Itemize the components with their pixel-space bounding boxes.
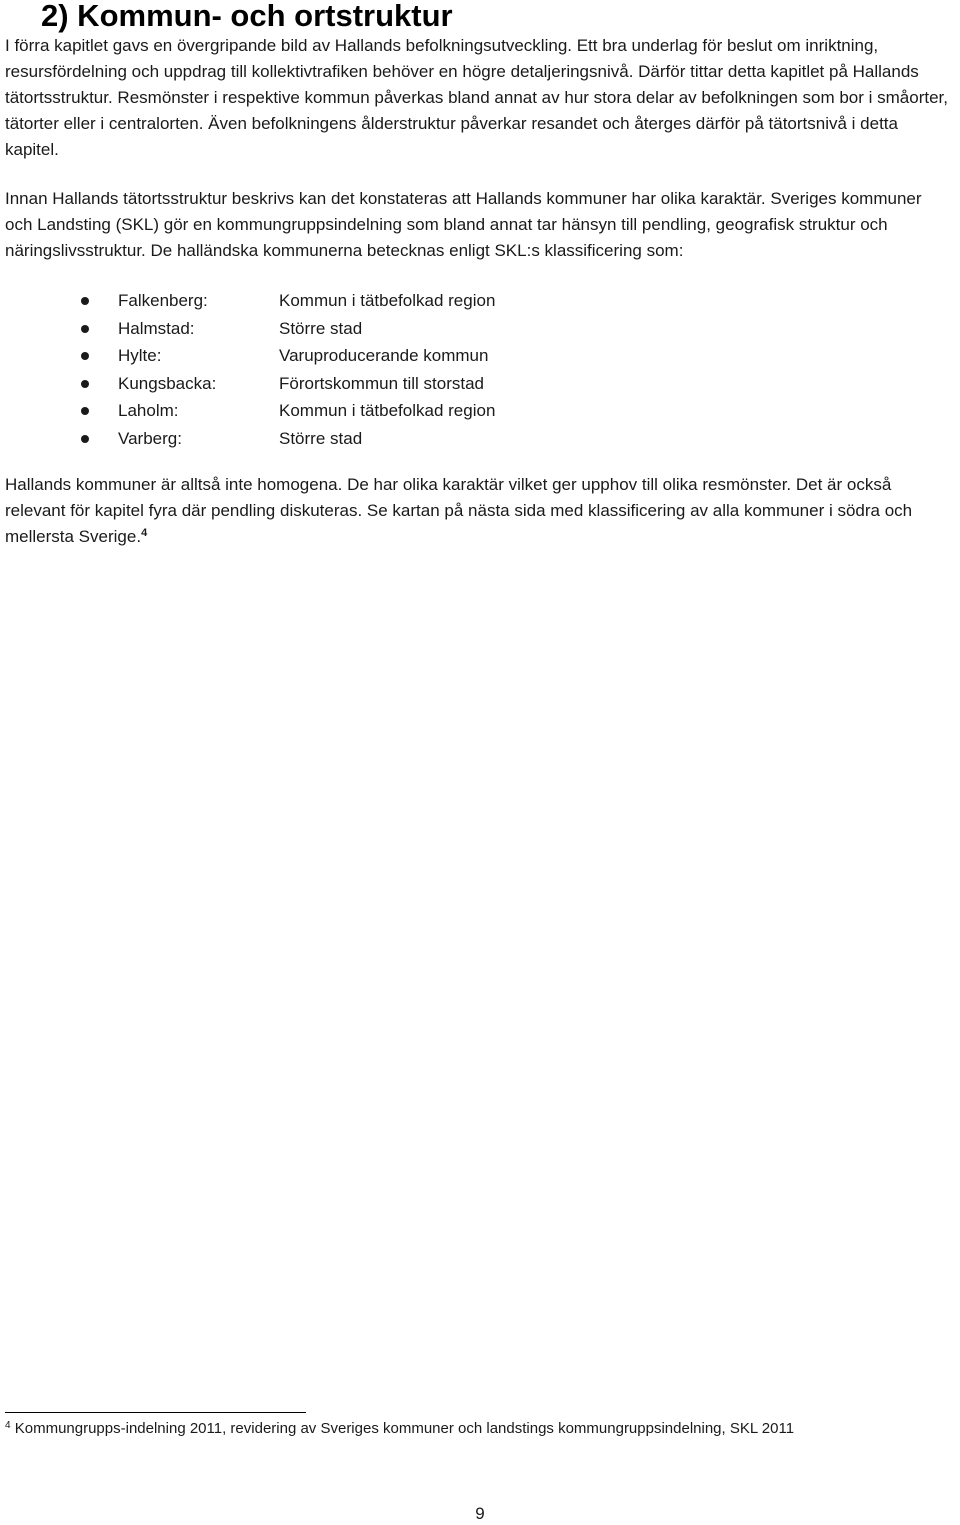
bullet-icon — [81, 435, 89, 443]
intro-paragraph: I förra kapitlet gavs en övergripande bild av Hallands befolkningsutveckling. Ett bra underlag för beslut om inriktning, resursfördelning och uppdrag till kollektivtrafiken behöver en högre detaljeringsnivå. Därför tittar detta kapitlet på Hallands tätortsstruktur. Resmönster i respektive kommun påverkas bland annat av hur stora delar av befolkningen som bor i småorter, tätorter eller i centralorten. Även befolkningens ålderstruktur påverkar resandet och återges därför på tätortsnivå i detta kapitel. — [5, 36, 949, 159]
municipality-type: Större stad — [279, 318, 363, 338]
municipality-type: Större stad — [279, 428, 363, 448]
municipality-name: Kungsbacka: — [118, 373, 217, 393]
municipality-name: Falkenberg: — [118, 291, 208, 310]
municipality-name: Varberg: — [118, 428, 182, 448]
footnote-text: Kommungrupps-indelning 2011, revidering av Sveriges kommuner och landstings kommungruppsindelning, SKL 2011 — [14, 1420, 795, 1437]
bullet-icon — [81, 352, 89, 360]
municipality-name: Halmstad: — [118, 318, 195, 338]
municipality-name: Hylte: — [118, 346, 162, 366]
footnote — [5, 1418, 794, 1440]
page-heading: 2) Kommun- och ortstruktur — [41, 0, 453, 33]
footnote-reference[interactable]: 4 — [141, 527, 148, 539]
municipality-type: Kommun i tätbefolkad region — [279, 291, 496, 310]
municipality-type: Kommun i tätbefolkad region — [279, 401, 496, 421]
municipality-type: Förortskommun till storstad — [279, 373, 484, 393]
municipality-name: Laholm: — [118, 401, 179, 421]
conclusion-paragraph — [5, 472, 950, 550]
skl-paragraph: Innan Hallands tätortsstruktur beskrivs kan det konstateras att Hallands kommuner har olika karaktär. Sveriges kommuner och Landsting (SKL) gör en kommungruppsindelning som bland annat tar hänsyn till pendling, geografisk struktur och näringslivsstruktur. De halländska kommunerna betecknas enligt SKL:s klassificering som: — [5, 189, 922, 260]
conclusion-text: Hallands kommuner är alltså inte homogena. De har olika karaktär vilket ger upphov till olika resmönster. Det är också relevant för kapitel fyra där pendling diskuteras. Se kartan på nästa sida med klassificering av alla kommuner i södra och mellersta Sverige. — [5, 475, 913, 546]
bullet-icon — [81, 380, 89, 388]
bullet-icon — [81, 297, 89, 305]
footnote-separator — [5, 1412, 306, 1413]
page-number: 9 — [475, 1504, 485, 1523]
bullet-icon — [81, 407, 89, 415]
municipality-type: Varuproducerande kommun — [279, 346, 489, 366]
bullet-icon — [81, 325, 89, 333]
footnote-marker: 4 — [5, 1420, 11, 1431]
